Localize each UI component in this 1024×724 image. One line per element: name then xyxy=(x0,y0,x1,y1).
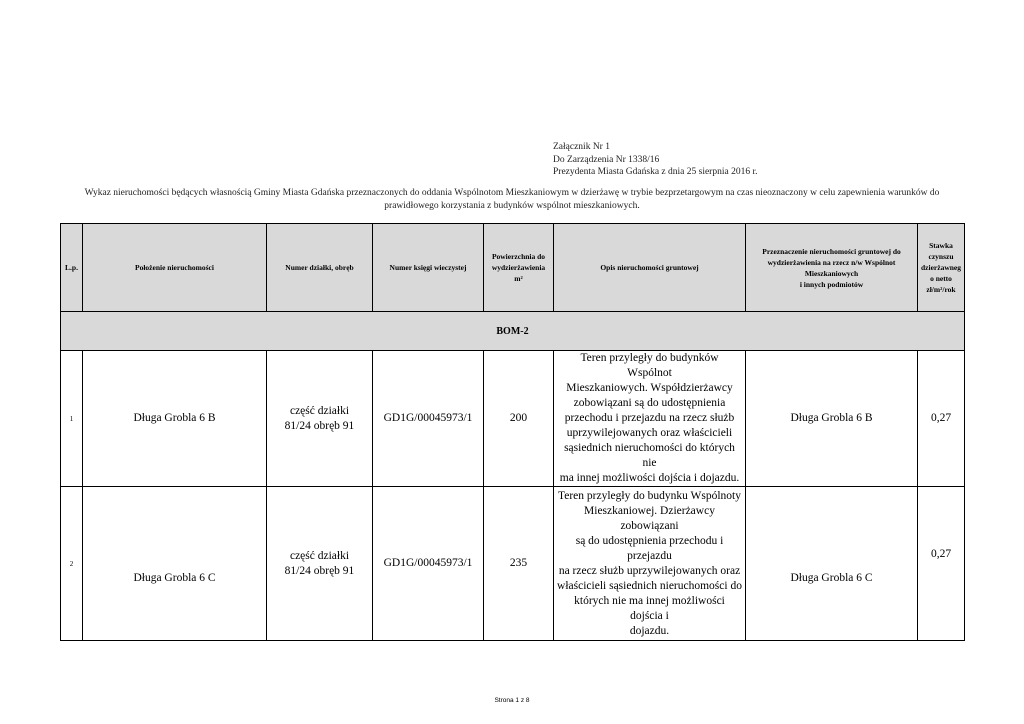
desc-line: Teren przyległy do budynków Wspólnot xyxy=(580,352,719,379)
header-purpose-line: i innych podmiotów xyxy=(799,279,864,289)
desc-line: ma innej możliwości dojścia i dojazdu. xyxy=(559,472,740,484)
property-table xyxy=(60,223,965,641)
section-row xyxy=(61,312,965,351)
plot-part: część działki xyxy=(289,549,350,562)
page-number: Strona 1 z 8 xyxy=(494,697,530,704)
row-lp: 2 xyxy=(61,487,83,641)
desc-line: Mieszkaniowej. Dzierżawcy zobowiązani xyxy=(584,504,715,532)
header-rate-line: dzierżawneg xyxy=(921,263,961,272)
header-purpose-line: wydzierżawienia na rzecz n/w Wspólnot xyxy=(767,257,896,267)
row-rate: 0,27 xyxy=(918,487,965,641)
ordinance-date: Prezydenta Miasta Gdańska z dnia 25 sierpnia 2016 r. xyxy=(553,167,758,177)
row-purpose: Długa Grobla 6 B xyxy=(746,351,918,487)
table-row xyxy=(61,487,965,641)
header-area xyxy=(484,224,554,312)
table-row xyxy=(61,351,965,487)
intro-line-2: prawidłowego korzystania z budynków wspólnot mieszkaniowych. xyxy=(384,200,640,211)
document-intro xyxy=(60,187,964,212)
row-register: GD1G/00045973/1 xyxy=(373,487,484,641)
plot-part: część działki xyxy=(289,404,350,417)
header-location: Położenie nieruchomości xyxy=(83,224,267,312)
plot-number: 81/24 obręb 91 xyxy=(284,564,355,577)
header-plot: Numer działki, obręb xyxy=(267,224,373,312)
desc-line: dojazdu. xyxy=(629,624,670,637)
desc-line: na rzecz służb uprzywilejowanych oraz xyxy=(558,564,741,577)
row-plot xyxy=(267,487,373,641)
header-lp: L.p. xyxy=(61,224,83,312)
row-description xyxy=(554,351,746,487)
desc-line: sąsiednich nieruchomości do których nie xyxy=(564,442,735,469)
row-rate: 0,27 xyxy=(918,351,965,487)
ordinance-number: Do Zarządzenia Nr 1338/16 xyxy=(553,154,660,165)
desc-line: przechodu i przejazdu na rzecz służb xyxy=(564,412,735,424)
header-rate-line: czynszu xyxy=(928,252,954,261)
row-area: 200 xyxy=(484,351,554,487)
attachment-header xyxy=(553,141,757,179)
header-description: Opis nieruchomości gruntowej xyxy=(554,224,746,312)
desc-line: Teren przyległy do budynku Wspólnoty xyxy=(558,489,741,502)
header-purpose-line: Mieszkaniowych xyxy=(804,268,859,278)
header-purpose xyxy=(746,224,918,312)
desc-line: uprzywilejowanych oraz właścicieli xyxy=(566,427,733,439)
table-header-row xyxy=(61,224,965,312)
header-purpose-line: Przeznaczenie nieruchomości gruntowej do xyxy=(762,246,901,256)
plot-number: 81/24 obręb 91 xyxy=(284,419,355,432)
row-purpose: Długa Grobla 6 C xyxy=(746,487,918,641)
header-area-line: wydzierżawienia xyxy=(491,263,546,272)
header-rate xyxy=(918,224,965,312)
row-location: Długa Grobla 6 C xyxy=(83,487,267,641)
intro-line-1: Wykaz nieruchomości będących własnością Gminy Miasta Gdańska przeznaczonych do oddania Wspólnotom Mieszkaniowym w dzierżawę w trybie bezprzetargowym na czas nieoznaczony w celu zapewnienia warunków do xyxy=(84,188,940,198)
desc-line: są do udostępnienia przechodu i przejazdu xyxy=(575,534,724,562)
row-plot xyxy=(267,351,373,487)
row-register: GD1G/00045973/1 xyxy=(373,351,484,487)
row-description xyxy=(554,487,746,641)
desc-line: zobowiązani są do udostępnienia xyxy=(573,397,726,409)
header-area-unit: m² xyxy=(514,274,523,283)
header-rate-line: Stawka xyxy=(929,241,953,250)
section-label: BOM-2 xyxy=(61,312,965,351)
row-area: 235 xyxy=(484,487,554,641)
header-rate-line: zł/m²/rok xyxy=(926,285,956,294)
desc-line: których nie ma innej możliwości dojścia i xyxy=(574,594,725,622)
desc-line: właścicieli sąsiednich nieruchomości do xyxy=(557,579,742,592)
header-rate-line: o netto xyxy=(930,274,952,283)
attachment-number: Załącznik Nr 1 xyxy=(553,142,610,152)
header-area-line: Powierzchnia do xyxy=(491,252,546,261)
header-register: Numer księgi wieczystej xyxy=(373,224,484,312)
desc-line: Mieszkaniowych. Współdzierżawcy xyxy=(566,382,733,394)
row-lp: 1 xyxy=(61,351,83,487)
row-location: Długa Grobla 6 B xyxy=(83,351,267,487)
